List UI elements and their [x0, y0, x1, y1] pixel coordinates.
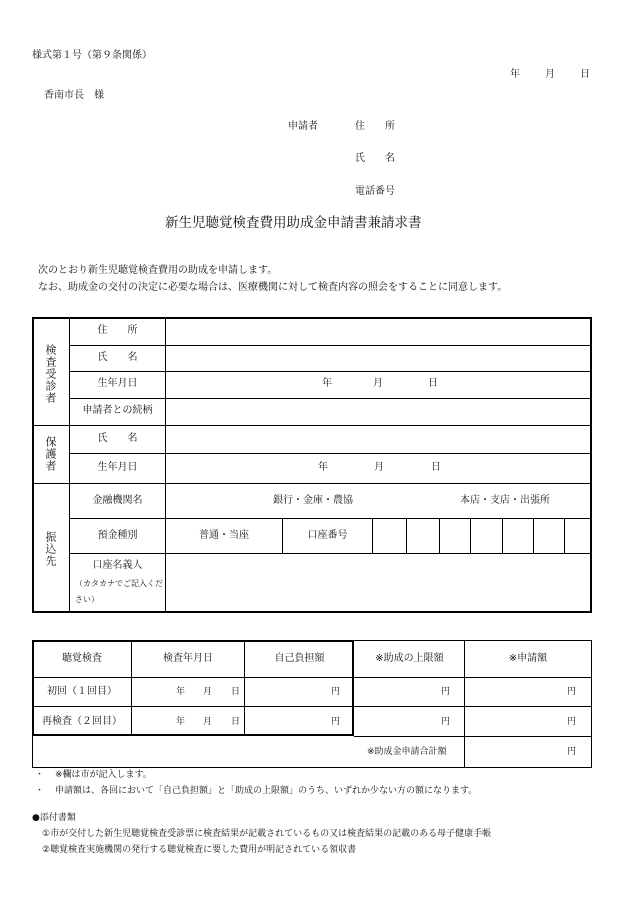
- examinee-section-label: 検査受診者: [44, 344, 57, 404]
- fee-row-first-request-yen: 円: [567, 687, 577, 697]
- fee-row-first-year: 年: [176, 687, 186, 697]
- attachments-title: ●添付書類: [32, 813, 76, 823]
- fee-row-second-request-yen: 円: [567, 717, 577, 727]
- examinee-birth-day: 日: [428, 378, 438, 389]
- fee-row-second-max-yen: 円: [441, 717, 451, 727]
- branch-types: 本店・支店・出張所: [460, 495, 550, 506]
- fee-total-yen: 円: [567, 747, 577, 757]
- note-1-text: ※欄は市が記入します。: [55, 770, 152, 780]
- note-2-text: 申請額は、各回において「自己負担額」と「助成の上限額」のうち、いずれか少ない方の額になります。: [55, 786, 478, 796]
- guardian-birth-month: 月: [374, 462, 384, 473]
- examinee-birth-month: 月: [373, 378, 383, 389]
- page-title: 新生児聴覚検査費用助成金申請書兼請求書: [165, 215, 422, 231]
- guardian-birthdate-label: 生年月日: [97, 462, 138, 473]
- fee-row-second-year: 年: [176, 717, 186, 727]
- examinee-birth-year: 年: [322, 378, 332, 389]
- examinee-birthdate-label: 生年月日: [97, 378, 138, 389]
- applicant-phone-label: 電話番号: [355, 186, 395, 197]
- deposit-type-label: 預金種別: [97, 530, 138, 541]
- guardian-birth-day: 日: [431, 462, 441, 473]
- date-year-label: 年: [510, 69, 520, 80]
- fee-row-first-selfpay-yen: 円: [331, 687, 341, 697]
- examinee-relationship-label: 申請者との続柄: [82, 405, 153, 416]
- deposit-types: 普通・当座: [199, 530, 249, 541]
- account-holder-note: （カタカナでご記入ください）: [75, 579, 163, 604]
- guardian-section-label: 保護者: [44, 436, 57, 472]
- fee-row-second-label: 再検査（２回目）: [42, 716, 122, 727]
- fee-total-label: ※助成金申請合計額: [367, 747, 447, 757]
- fee-row-second-month: 月: [203, 717, 213, 727]
- fee-header-test-date: 検査年月日: [163, 653, 213, 664]
- fee-row-first-day: 日: [231, 687, 241, 697]
- examinee-name-label: 氏 名: [97, 352, 138, 363]
- attachment-item-2: ②聴覚検査実施機関の発行する聴覚検査に要した費用が明記されている領収書: [42, 845, 357, 855]
- addressee: 香南市長 様: [44, 90, 104, 101]
- intro-line-2: なお、助成金の交付の決定に必要な場合は、医療機関に対して検査内容の照会をすることに同意します。: [38, 282, 508, 293]
- fee-header-requested: ※申請額: [508, 653, 548, 664]
- fee-row-first-max-yen: 円: [441, 687, 451, 697]
- applicant-address-label: 住 所: [355, 121, 395, 132]
- note-2-bullet: ・: [35, 786, 45, 796]
- account-holder-label: 口座名義人: [92, 560, 143, 571]
- note-1-bullet: ・: [35, 770, 45, 780]
- fee-row-first-label: 初回（１回目）: [47, 686, 117, 697]
- fee-row-second-day: 日: [231, 717, 241, 727]
- fee-row-first-month: 月: [203, 687, 213, 697]
- fee-row-second-selfpay-yen: 円: [331, 717, 341, 727]
- bank-types: 銀行・金庫・農協: [273, 495, 353, 506]
- applicant-name-label: 氏 名: [355, 153, 395, 164]
- examinee-address-label: 住 所: [97, 325, 138, 336]
- fee-header-self-pay: 自己負担額: [274, 653, 325, 664]
- intro-line-1: 次のとおり新生児聴覚検査費用の助成を申請します。: [38, 265, 278, 276]
- transfer-section-label: 振込先: [44, 531, 57, 567]
- date-month-label: 月: [545, 69, 555, 80]
- attachment-item-1: ①市が交付した新生児聴覚検査受診票に検査結果が記載されているもの又は検査結果の記載のある母子健康手帳: [42, 829, 492, 839]
- guardian-birth-year: 年: [318, 462, 328, 473]
- date-day-label: 日: [580, 69, 590, 80]
- guardian-name-label: 氏 名: [97, 433, 138, 444]
- bank-name-label: 金融機関名: [92, 495, 143, 506]
- applicant-label: 申請者: [288, 121, 318, 132]
- fee-header-max-subsidy: ※助成の上限額: [375, 653, 444, 664]
- account-number-label: 口座番号: [307, 530, 348, 541]
- fee-header-hearing-test: 聴覚検査: [62, 653, 102, 664]
- form-number: 様式第１号（第９条関係）: [32, 50, 152, 61]
